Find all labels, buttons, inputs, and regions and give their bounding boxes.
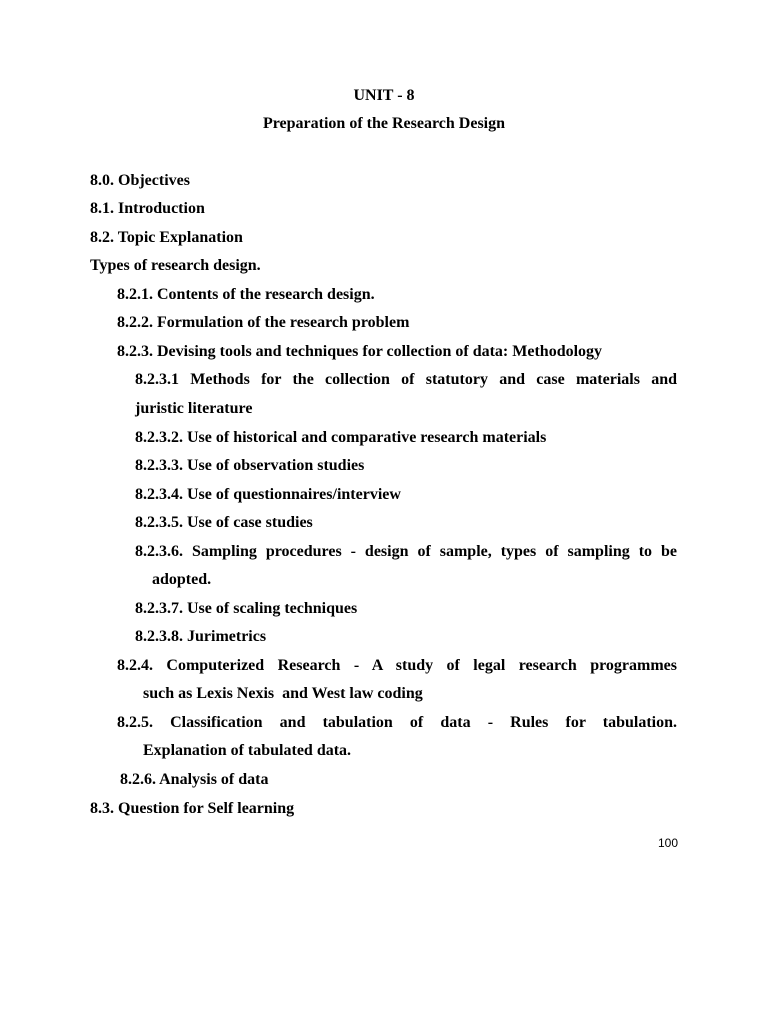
toc-8-2-3-6-line2: adopted. <box>152 571 212 588</box>
toc-8-3: 8.3. Question for Self learning <box>90 800 295 817</box>
toc-objectives: 8.0. Objectives <box>90 172 190 189</box>
toc-8-2-2: 8.2.2. Formulation of the research problem <box>117 314 410 331</box>
toc-8-2-4-line2: such as Lexis Nexis and West law coding <box>143 685 423 702</box>
toc-types: Types of research design. <box>90 257 261 274</box>
toc-introduction: 8.1. Introduction <box>90 200 205 217</box>
toc-8-2-6: 8.2.6. Analysis of data <box>120 771 269 788</box>
toc-8-2-3-4: 8.2.3.4. Use of questionnaires/interview <box>135 486 401 503</box>
toc-8-2-4-line1: 8.2.4. Computerized Research - A study of legal research programmes <box>117 657 677 674</box>
toc-8-2-3-2: 8.2.3.2. Use of historical and comparative research materials <box>135 429 547 446</box>
toc-8-2-3-5: 8.2.3.5. Use of case studies <box>135 514 313 531</box>
toc-topic-explanation: 8.2. Topic Explanation <box>90 229 243 246</box>
toc-8-2-3-8: 8.2.3.8. Jurimetrics <box>135 628 267 645</box>
toc-8-2-5-line2: Explanation of tabulated data. <box>143 742 352 759</box>
toc-8-2-3-1-line1: 8.2.3.1 Methods for the collection of statutory and case materials and <box>135 371 677 388</box>
unit-heading: UNIT - 8 <box>353 87 415 104</box>
toc-8-2-5-line1: 8.2.5. Classification and tabulation of data - Rules for tabulation. <box>117 714 677 731</box>
toc-8-2-3-3: 8.2.3.3. Use of observation studies <box>135 457 365 474</box>
unit-title: Preparation of the Research Design <box>262 115 506 132</box>
toc-8-2-3-6-line1: 8.2.3.6. Sampling procedures - design of sample, types of sampling to be <box>135 543 677 560</box>
toc-8-2-1: 8.2.1. Contents of the research design. <box>117 286 375 303</box>
toc-8-2-3: 8.2.3. Devising tools and techniques for collection of data: Methodology <box>117 343 603 360</box>
page-number: 100 <box>657 836 678 850</box>
toc-8-2-3-7: 8.2.3.7. Use of scaling techniques <box>135 600 358 617</box>
toc-8-2-3-1-line2: juristic literature <box>135 400 253 417</box>
